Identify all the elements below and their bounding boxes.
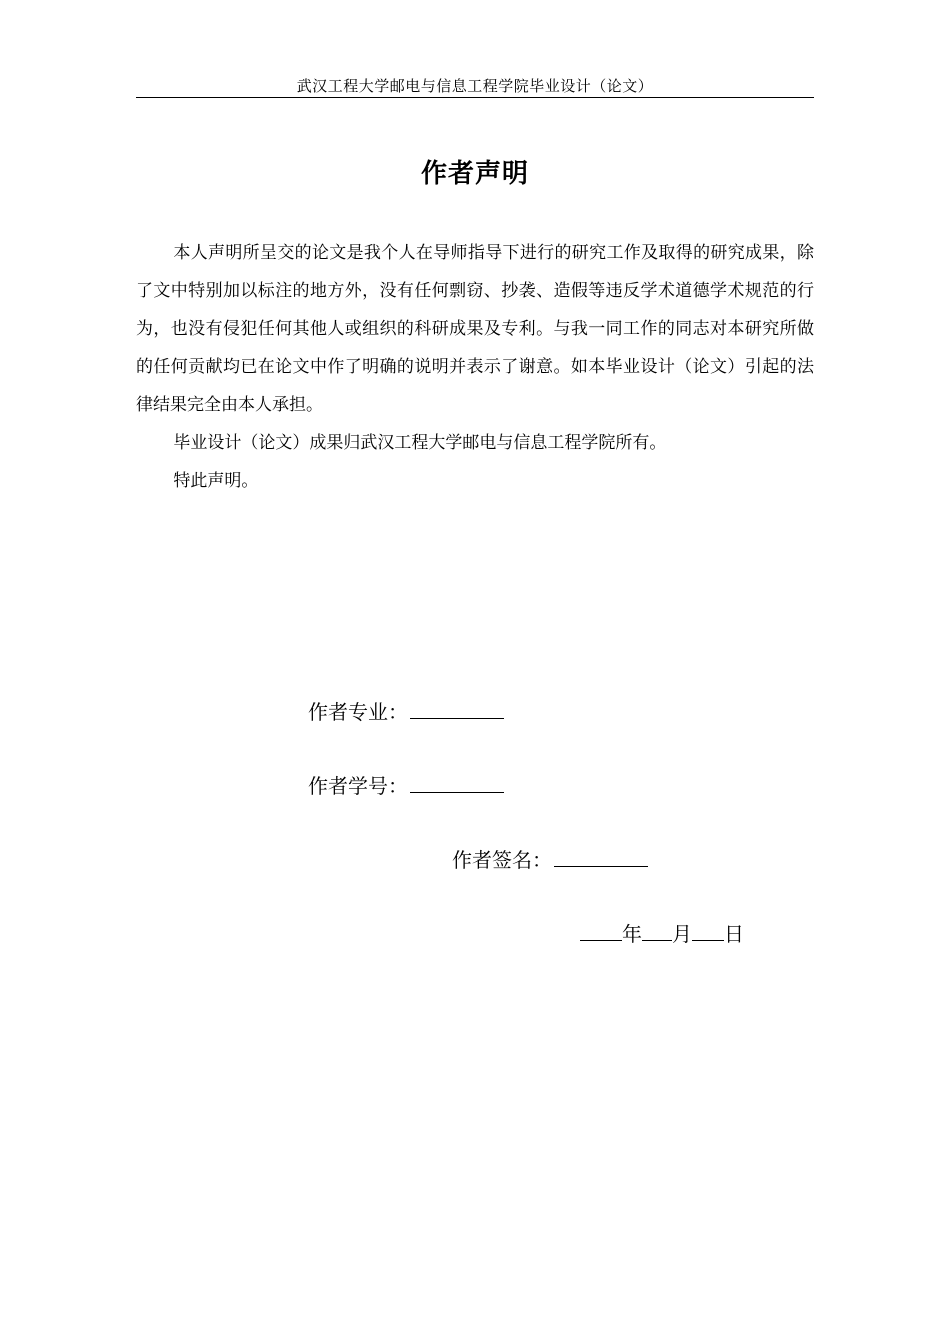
closing-paragraph: 特此声明。 (173, 471, 259, 491)
page-title: 作者声明 (420, 159, 529, 189)
major-label: 作者专业： (308, 700, 408, 724)
date-field (580, 918, 744, 948)
year-blank[interactable] (580, 918, 622, 941)
declaration-paragraph: 本人声明所呈交的论文是我个人在导师指导下进行的研究工作及取得的研究成果，除了文中特别加以标注的地方外，没有任何剽窃、抄袭、造假等违反学术道德学术规范的行为，也没有侵犯任何其他人或组织的科研成果及专利。与我一同工作的同志对本研究所做的任何贡献均已在论文中作了明确的说明并表示了谢意。如本毕业设计（论文）引起的法律结果完全由本人承担。 (136, 243, 814, 415)
header-rule (136, 97, 814, 98)
signature-label: 作者签名： (452, 848, 552, 872)
signature-blank[interactable] (554, 844, 648, 867)
major-blank[interactable] (410, 696, 504, 719)
student-id-field (308, 770, 504, 800)
day-blank[interactable] (692, 918, 724, 941)
declaration-body (136, 234, 814, 500)
signature-field (452, 844, 648, 874)
month-blank[interactable] (642, 918, 672, 941)
student-id-blank[interactable] (410, 770, 504, 793)
ownership-paragraph: 毕业设计（论文）成果归武汉工程大学邮电与信息工程学院所有。 (173, 433, 667, 453)
month-label: 月 (672, 922, 692, 946)
student-id-label: 作者学号： (308, 774, 408, 798)
major-field (308, 696, 504, 726)
day-label: 日 (724, 922, 744, 946)
running-header: 武汉工程大学邮电与信息工程学院毕业设计（论文） (296, 77, 654, 95)
year-label: 年 (622, 922, 642, 946)
